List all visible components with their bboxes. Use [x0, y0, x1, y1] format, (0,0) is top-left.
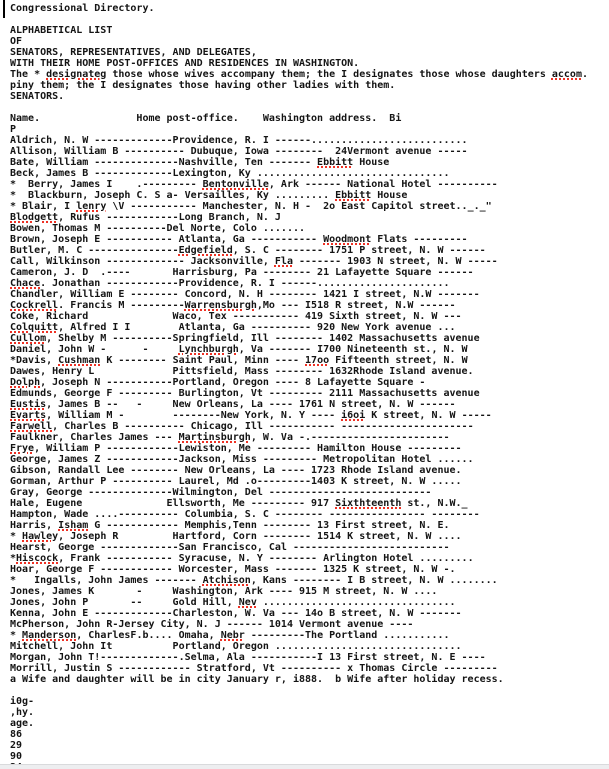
text-line — [10, 322, 588, 333]
misspelled-word: Cockrell — [10, 300, 59, 311]
text-line: piny them; the I designates those having other ladies with them. — [10, 80, 396, 91]
misspelled-word: Nebr — [220, 630, 245, 641]
text-line: Kenna, John E -------------Charleston, W. Va --- 14o B street, N. W ------- — [10, 608, 462, 619]
text-line — [10, 443, 588, 454]
text-line: Gorman, Arthur P ---------- Laurel, Md .o---------1403 K street, N. W ..... — [10, 476, 462, 487]
text-segment: , Alfred I I Atlanta, Ga ---------- 920 New York avenue ... — [58, 322, 456, 333]
text-line: Mitchell, John It Portland, Oregon ............................... — [10, 641, 462, 652]
text-segment: , S. C -------- 1751 P street, N. W ------ — [232, 245, 486, 256]
misspelled-word: Warrensburgh — [184, 300, 257, 311]
misspelled-word: Martinsburgh — [178, 432, 251, 443]
text-line: ,hy. — [10, 707, 35, 718]
text-line — [10, 685, 588, 696]
text-segment: , Joseph N -----------Portland, Oregon ---- 8 Lafayette Square - — [40, 377, 426, 388]
text-segment: those whose wives accompany them; the I designates those whose daughters — [106, 69, 552, 80]
misspelled-word: Cushman — [58, 355, 101, 366]
text-segment: st., N.W._ — [401, 498, 468, 509]
misspelled-word: Dolph — [10, 377, 41, 388]
text-line: age. — [10, 718, 35, 729]
misspelled-word: Atchison — [202, 575, 251, 586]
text-line: 86 — [10, 729, 23, 740]
text-line — [10, 256, 588, 267]
misspelled-word: Ebbitt — [317, 157, 354, 168]
text-line: McPherson, John R-Jersey City, N. J ------ 1014 Vermont avenue ---- — [10, 619, 414, 630]
misspelled-word: Farwell — [10, 421, 53, 432]
text-line: Hampton, Wade ....---------- Columbia, S. C -------- ---------------- -------- — [10, 509, 480, 520]
text-line — [10, 575, 588, 586]
text-line: Aldrich, N. W -------------Providence, R. I ------.......................... — [10, 135, 468, 146]
misspelled-word: Eustis — [10, 399, 47, 410]
text-cursor — [3, 0, 5, 18]
text-segment: , CharlesF.b.... Omaha, — [76, 630, 221, 641]
misspelled-word: i6oi — [341, 410, 366, 421]
text-segment: , William M - --------New York, N. Y ---- — [46, 410, 342, 421]
text-line — [10, 553, 588, 564]
text-segment: * — [10, 630, 23, 641]
misspelled-word: Hawley — [22, 531, 59, 542]
text-segment: , William P ------------Lewiston, Me --------- Hamilton House --------- — [34, 443, 462, 454]
text-line: Gibson, Randall Lee -------- New Orleans, La ---- 1723 Rhode Island avenue. — [10, 465, 462, 476]
text-line — [10, 520, 588, 531]
text-line — [10, 333, 588, 344]
text-segment: , Va ------- I700 Nineteenth st., N. W — [238, 344, 468, 355]
misspelled-word: Edgefield — [178, 245, 233, 256]
text-segment: K street, N. W ----- — [365, 410, 492, 421]
misspelled-word: Frye — [10, 443, 35, 454]
text-segment: Bate, William --------------Nashville, Ten ------- — [10, 157, 318, 168]
text-segment: Flats --------- — [371, 234, 468, 245]
text-segment: , Frank ----------- Syracuse, N. Y -------- Arlington Hotel ......... — [58, 553, 474, 564]
text-segment: , James B -- - New Orleans, La ---- 1761 N street, N. W ------ — [46, 399, 456, 410]
text-line — [10, 410, 588, 421]
text-segment: G ------------ Memphis,Tenn -------- 13 First street, N. E. — [88, 520, 450, 531]
text-segment: Hale, Eugene Ellsworth, Me --------- 917 — [10, 498, 336, 509]
text-line: i0g- — [10, 696, 35, 707]
text-segment: * Ingalls, John James ------- — [10, 575, 203, 586]
text-line — [10, 234, 588, 245]
text-segment: Butler, M. C --------------- — [10, 245, 179, 256]
text-line: Dawes, Henry L Pittsfield, Mass -------- 1632Rhode Island avenue. — [10, 366, 474, 377]
misspelled-word: Chace — [10, 278, 41, 289]
misspelled-word: lenry — [76, 201, 107, 212]
misspelled-word: Fla — [274, 256, 293, 267]
text-line: George, James Z ------------Jackson, Miss --------- Metropolitan Hotel ...... — [10, 454, 474, 465]
misspelled-word: Nev — [238, 597, 257, 608]
text-line — [10, 344, 588, 355]
text-line: ALPHABETICAL LIST — [10, 25, 113, 36]
text-segment: ................................ — [256, 597, 456, 608]
text-line: Coke, Richard Waco, Tex ----------- 419 Sixth street, N. W --- — [10, 311, 462, 322]
text-line — [10, 421, 588, 432]
text-line — [10, 69, 588, 80]
text-segment: \V ----------- Manchester, N. H - 2o East Capitol street.._._" — [106, 201, 492, 212]
text-line: Bowen, Thomas M ----------Del Norte, Colo ....... — [10, 223, 306, 234]
text-line: Allison, William B ---------- Dubuque, Iowa -------- 24Vermont avenue ----- — [10, 146, 468, 157]
text-line: Name. Home post-office. Washington address. Bi — [10, 113, 402, 124]
text-segment: . — [581, 69, 589, 80]
text-line — [10, 630, 588, 641]
text-line — [10, 157, 588, 168]
text-line: Gray, George --------------Wilmington, Del --------------------------- — [10, 487, 432, 498]
text-line: Chandler, William E -------- Concord, N. H -------- 1421 I street, N.W ------- — [10, 289, 480, 300]
text-line — [10, 498, 588, 509]
text-line: Hoar, George F ------------ Worcester, Mass ------- 1325 K street, N. W -. — [10, 564, 456, 575]
text-line: OF — [10, 36, 23, 47]
text-segment: Faulkner, Charles James --- — [10, 432, 179, 443]
text-line — [10, 531, 588, 542]
text-line: Cameron, J. D .---- Harrisburg, Pa -------- 21 Lafayette Square ------ — [10, 267, 474, 278]
text-line — [10, 278, 588, 289]
text-line: SENATORS. — [10, 91, 65, 102]
text-line — [10, 432, 588, 443]
text-line: Jones, James K - Washington, Ark ---- 915 M street, N. W .... — [10, 586, 438, 597]
text-segment: House — [353, 157, 390, 168]
misspelled-word: Lynchburgh — [178, 344, 239, 355]
text-segment: , Shelby M ----------Springfield, Ill -------- 1402 Massachusetts avenue — [46, 333, 480, 344]
text-segment: * Blackburn, Joseph C. S a- Versailles, Ky ......... — [10, 190, 336, 201]
text-line: Beck, James B -------------Lexington, Ky ................................ — [10, 168, 450, 179]
text-line — [10, 190, 588, 201]
text-line: a Wife and daughter will be in city January r, i888. b Wife after holiday recess. — [10, 674, 504, 685]
text-segment: Call, Wilkinson ------------- Jacksonville, — [10, 256, 275, 267]
text-line — [10, 399, 588, 410]
text-line — [10, 201, 588, 212]
text-segment: . Jonathan ------------Providence, R. I ------...................... — [40, 278, 450, 289]
misspelled-word: Hiscock — [16, 553, 59, 564]
text-segment: ---------The Portland ........... — [244, 630, 450, 641]
text-segment: * Blair, I — [10, 201, 77, 212]
text-line — [10, 212, 588, 223]
misspelled-word: Woodmont — [323, 234, 372, 245]
misspelled-word: designateg — [46, 69, 107, 80]
misspelled-word: Sixthteenth — [335, 498, 402, 509]
text-line — [10, 597, 588, 608]
text-segment: House — [371, 190, 408, 201]
text-segment: Fifteenth street, N. W — [329, 355, 468, 366]
text-segment: , Kans -------- I B street, N. W ........ — [250, 575, 498, 586]
text-line: Morgan, John T!-------------.Selma, Ala -----------I 13 First street, N. E ---- — [10, 652, 486, 663]
text-line: Edmunds, George F --------- Burlington, Vt --------- 2111 Massachusetts avenue — [10, 388, 480, 399]
window-bottom-edge — [0, 764, 609, 769]
text-segment: * — [10, 531, 23, 542]
text-line: Congressional Directory. — [10, 3, 155, 14]
text-segment: ,Mo --- I518 R street, N.W ------ — [256, 300, 456, 311]
misspelled-word: Blodgett — [10, 212, 59, 223]
text-line — [10, 300, 588, 311]
text-line: P — [10, 124, 17, 135]
text-line: 90 — [10, 751, 23, 762]
text-line — [10, 245, 588, 256]
text-line: 29 — [10, 740, 23, 751]
text-segment: Daniel, John W - - — [10, 344, 179, 355]
text-segment: ------- 1903 N street, N. W ----- — [292, 256, 498, 267]
text-segment: *Davis, — [10, 355, 59, 366]
text-segment: , W. Va -.----------------------- — [250, 432, 450, 443]
misspelled-word: accom — [551, 69, 582, 80]
text-segment: * Berry, James I .--------- — [10, 179, 203, 190]
document-text[interactable] — [10, 3, 588, 769]
text-segment: , Rufus ------------Long Branch, N. J — [58, 212, 281, 223]
text-line — [10, 355, 588, 366]
misspelled-word: 17oo — [305, 355, 330, 366]
misspelled-word: Cullom — [10, 333, 47, 344]
text-line: Morrill, Justin S ------------ Stratford, Vt ---------- x Thomas Circle --------- — [10, 663, 498, 674]
text-segment: The * — [10, 69, 47, 80]
text-line: SENATORS, REPRESENTATIVES, AND DELEGATES, — [10, 47, 257, 58]
text-line — [10, 14, 588, 25]
text-segment: , Ark ------ National Hotel ---------- — [268, 179, 498, 190]
text-line — [10, 377, 588, 388]
misspelled-word: Colquitt — [10, 322, 59, 333]
text-line: Hearst, George -------------San Francisco, Cal -------------------------- — [10, 542, 450, 553]
text-segment: , Joseph R Hartford, Corn -------- 1514 K street, N. W .... — [58, 531, 462, 542]
text-segment: Jones, John P -- Gold Hill, — [10, 597, 239, 608]
text-line — [10, 102, 588, 113]
text-segment: K -------- Saint Paul, Minn ---- — [100, 355, 306, 366]
text-segment: , Charles B ---------- Chicago, Ill ----------- ---------------------- — [52, 421, 474, 432]
text-line — [10, 179, 588, 190]
misspelled-word: Ebbitt — [335, 190, 372, 201]
misspelled-word: Manderson — [22, 630, 77, 641]
text-line: WITH THEIR HOME POST-OFFICES AND RESIDENCES IN WASHINGTON. — [10, 58, 360, 69]
text-segment: * — [10, 553, 17, 564]
misspelled-word: Evarts — [10, 410, 47, 421]
text-segment: Brown, Joseph E ----------- Atlanta, Ga ----------- — [10, 234, 324, 245]
text-segment: Harris, — [10, 520, 59, 531]
text-segment: . Francis M --------- — [58, 300, 185, 311]
misspelled-word: Isham — [58, 520, 89, 531]
misspelled-word: Bentonville — [202, 179, 269, 190]
